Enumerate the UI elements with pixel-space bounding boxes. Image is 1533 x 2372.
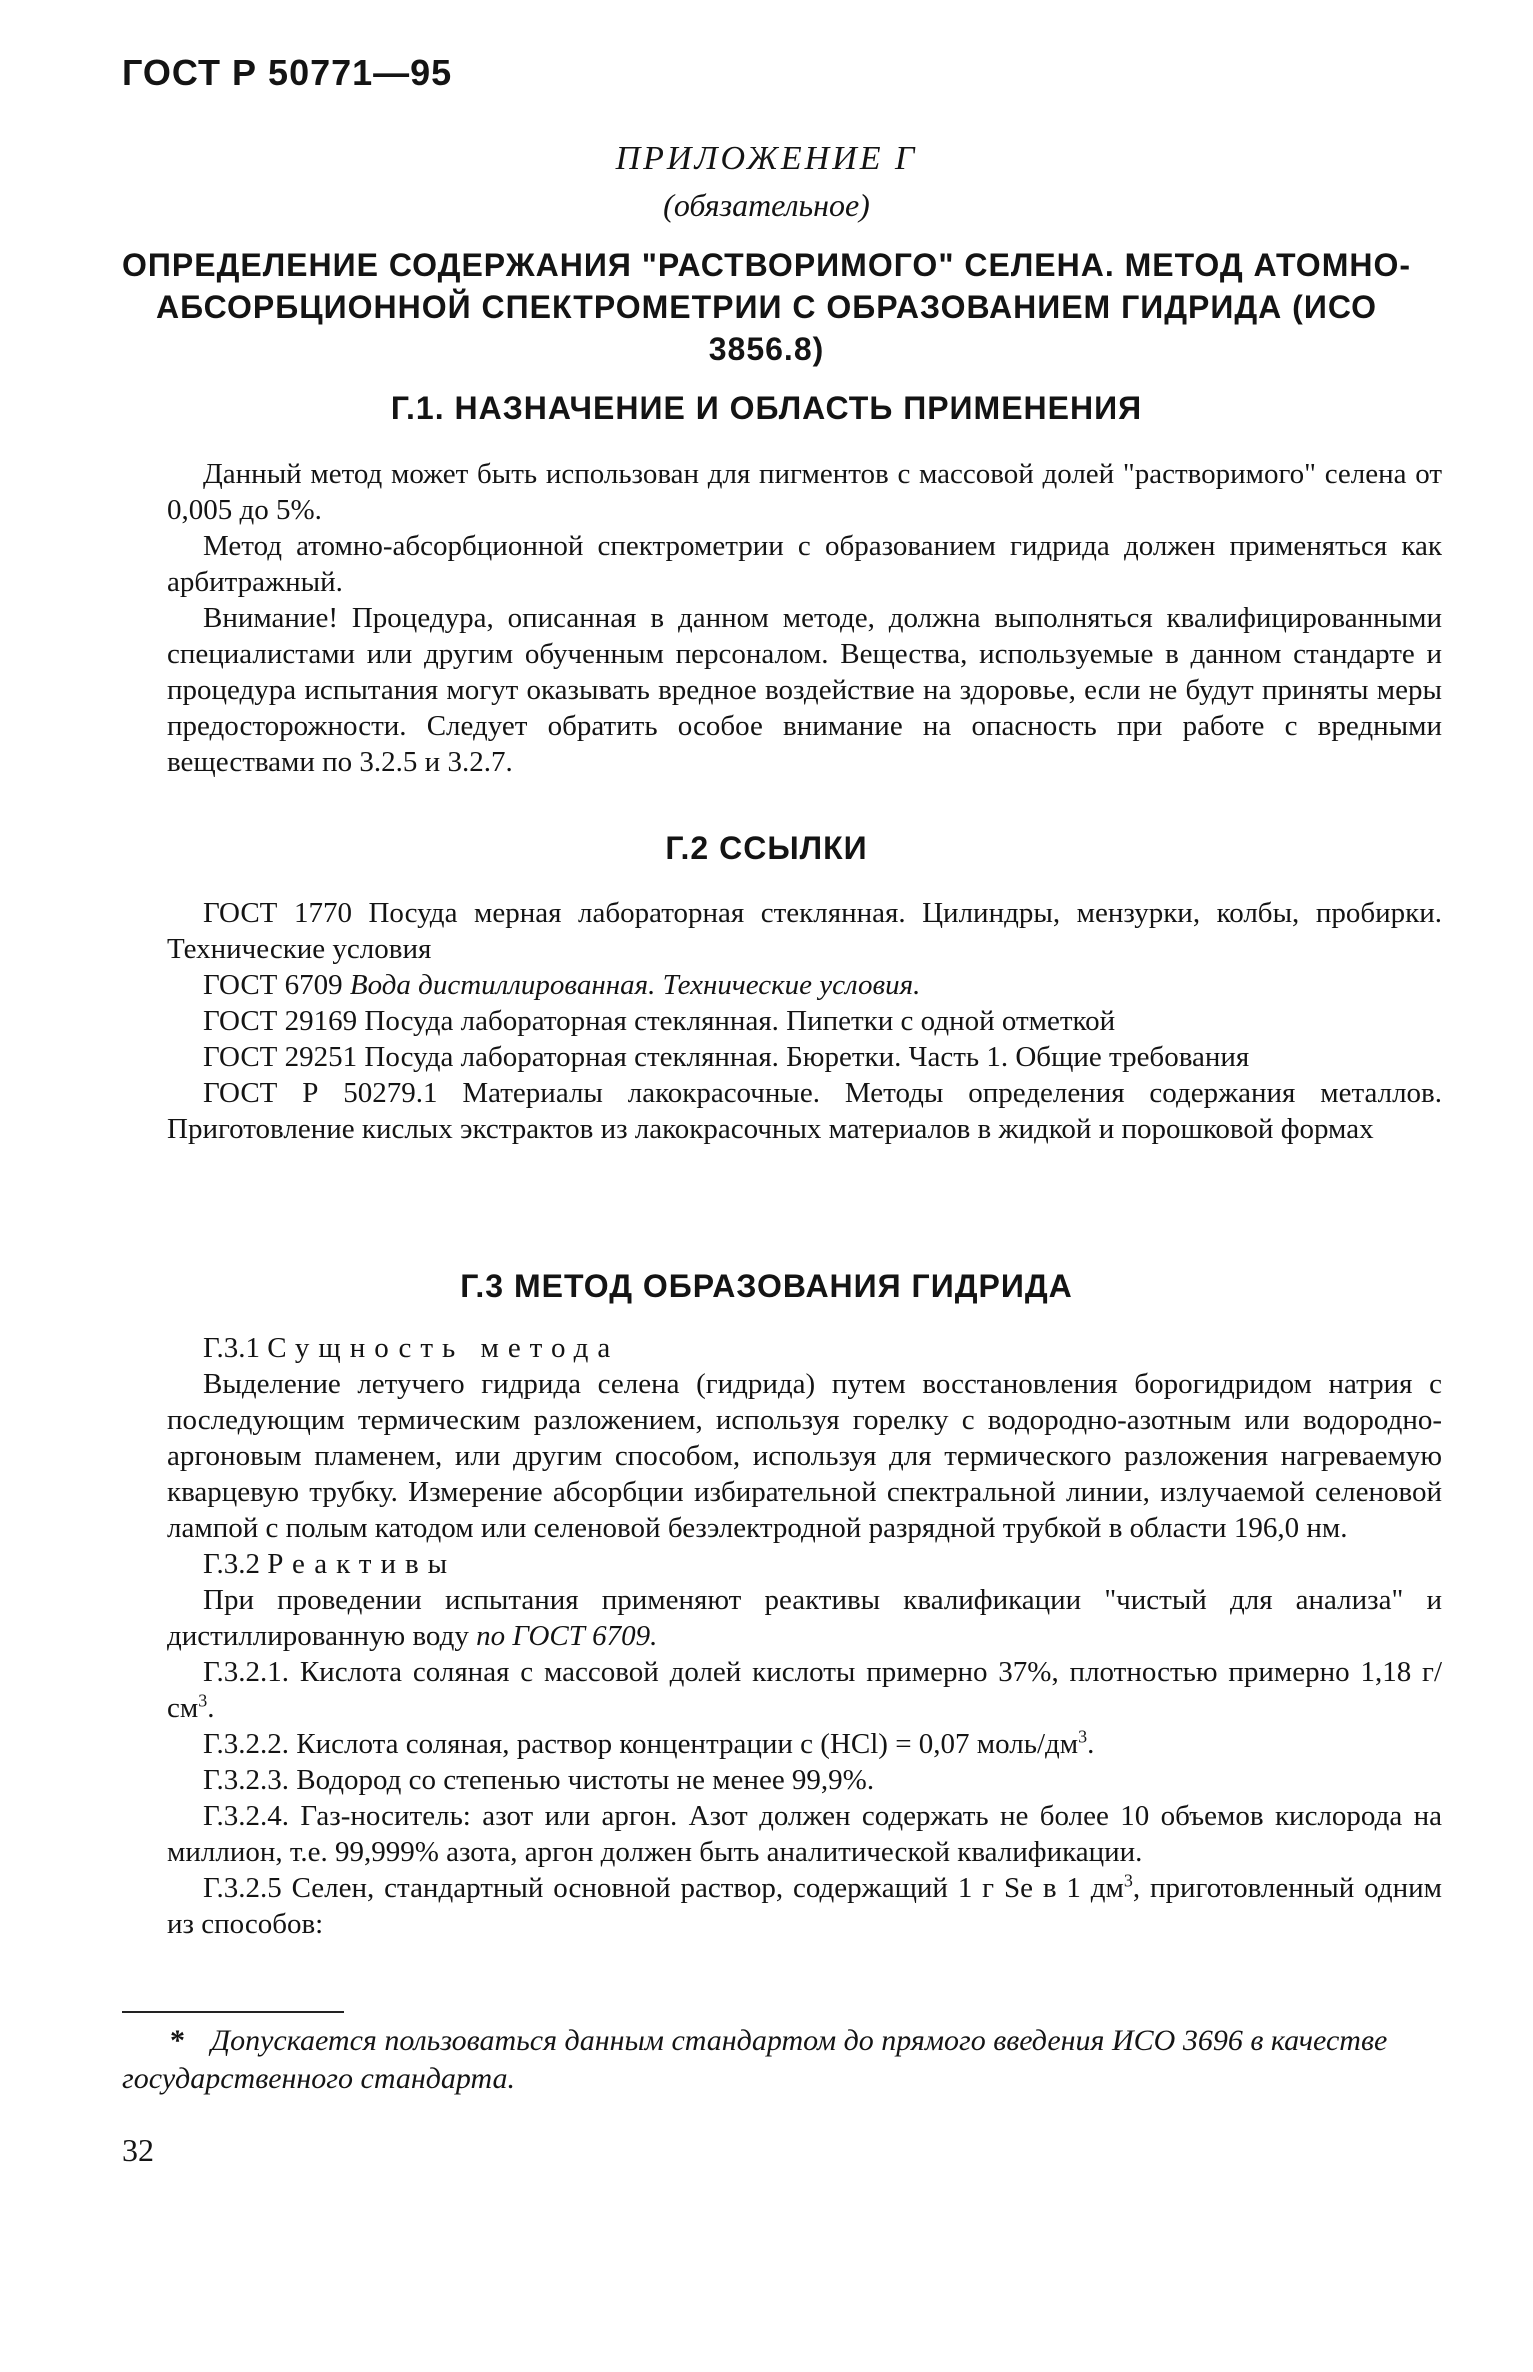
appendix-label: ПРИЛОЖЕНИЕ Г <box>615 140 918 177</box>
item-g3-2-4: Г.3.2.4. Газ-носитель: азот или аргон. Азот должен содержать не более 10 объемов кислорода на миллион, т.е. 99,999% азота, аргон должен быть аналитической квалификации. <box>167 1800 1442 1868</box>
item-g3-2-5-superscript: 3 <box>1123 1870 1133 1891</box>
section-g1-body <box>167 456 1442 780</box>
subsection-g3-1-title: Сущность метода <box>267 1332 620 1364</box>
g1-paragraph-warning: Внимание! Процедура, описанная в данном методе, должна выполняться квалифицированными специалистами или другим обученным персоналом. Вещества, используемые в данном стандарте и процедура испытания могут оказывать вредное воздействие на здоровье, если не будут приняты меры предосторожности. Следует обратить особое внимание на опасность при работе с вредными веществами по 3.2.5 и 3.2.7. <box>167 602 1442 778</box>
footnote <box>122 2022 1442 2098</box>
document-number: ГОСТ Р 50771—95 <box>122 52 453 93</box>
item-g3-2-2-end: . <box>1087 1728 1095 1760</box>
section-g1-heading: Г.1. НАЗНАЧЕНИЕ И ОБЛАСТЬ ПРИМЕНЕНИЯ <box>390 390 1143 426</box>
item-g3-2-2-superscript: 3 <box>1078 1726 1088 1747</box>
reference-gost-6709-title: Вода дистиллированная. Технические условия. <box>349 969 921 1001</box>
item-g3-2-1-end: . <box>207 1692 215 1724</box>
subsection-g3-2-title: Реактивы <box>267 1548 457 1580</box>
item-g3-2-1 <box>167 1654 1442 1726</box>
page-number: 32 <box>122 2132 154 2168</box>
reference-gost-29251: ГОСТ 29251 Посуда лабораторная стеклянная. Бюретки. Часть 1. Общие требования <box>203 1041 1250 1073</box>
g3-1-paragraph: Выделение летучего гидрида селена (гидрида) путем восстановления борогидридом натрия с последующим термическим разложением, используя горелку с водородно-азотным или водородно-аргоновым пламенем, или другим способом, используя для термического разложения нагреваемую кварцевую трубку. Измерение абсорбции избирательной спектральной линии, излучаемой селеновой лампой с полым катодом или селеновой безэлектродной разрядной трубкой в области 196,0 нм. <box>167 1368 1442 1544</box>
reference-gost-6709 <box>167 967 1442 1003</box>
subsection-g3-2 <box>167 1546 1442 1582</box>
main-title: ОПРЕДЕЛЕНИЕ СОДЕРЖАНИЯ "РАСТВОРИМОГО" СЕЛЕНА. МЕТОД АТОМНО-АБСОРБЦИОННОЙ СПЕКТРОМЕТРИИ С ОБРАЗОВАНИЕМ ГИДРИДА (ИСО 3856.8) <box>122 247 1411 367</box>
item-g3-2-5-end: , приготовленный одним из способов: <box>167 1872 1442 1940</box>
footnote-text: Допускается пользоваться данным стандартом до прямого введения ИСО 3696 в качестве государственного стандарта. <box>122 2024 1388 2095</box>
item-g3-2-2 <box>167 1726 1442 1762</box>
subsection-g3-1-number: Г.3.1 <box>203 1332 268 1364</box>
reference-gost-50279: ГОСТ Р 50279.1 Материалы лакокрасочные. Методы определения содержания металлов. Приготовление кислых экстрактов из лакокрасочных материалов в жидкой и порошковой формах <box>167 1077 1442 1145</box>
item-g3-2-3: Г.3.2.3. Водород со степенью чистоты не менее 99,9%. <box>203 1764 875 1796</box>
item-g3-2-1-text: Г.3.2.1. Кислота соляная с массовой долей кислоты примерно 37%, плотностью примерно 1,18 г/см <box>167 1656 1442 1724</box>
reference-gost-1770: ГОСТ 1770 Посуда мерная лабораторная стеклянная. Цилиндры, мензурки, колбы, пробирки. Технические условия <box>167 897 1442 965</box>
subsection-g3-1 <box>167 1330 1442 1366</box>
item-g3-2-1-superscript: 3 <box>198 1690 208 1711</box>
reference-gost-6709-number: ГОСТ 6709 <box>203 969 350 1001</box>
appendix-status: (обязательное) <box>663 187 870 223</box>
section-g2-heading: Г.2 ССЫЛКИ <box>665 830 868 866</box>
footnote-divider <box>122 2011 344 2013</box>
g1-paragraph-scope: Данный метод может быть использован для пигментов с массовой долей "растворимого" селена от 0,005 до 5%. <box>167 458 1442 526</box>
section-g2-body <box>167 895 1442 1147</box>
item-g3-2-2-text: Г.3.2.2. Кислота соляная, раствор концентрации c (HCl) = 0,07 моль/дм <box>203 1728 1079 1760</box>
g3-2-text: При проведении испытания применяют реактивы квалификации "чистый для анализа" и дистиллированную воду <box>167 1584 1442 1652</box>
section-g3-body <box>167 1330 1442 1942</box>
section-g3-heading: Г.3 МЕТОД ОБРАЗОВАНИЯ ГИДРИДА <box>460 1268 1073 1304</box>
reference-gost-29169: ГОСТ 29169 Посуда лабораторная стеклянная. Пипетки с одной отметкой <box>203 1005 1116 1037</box>
footnote-mark: * <box>170 2024 185 2057</box>
subsection-g3-2-number: Г.3.2 <box>203 1548 268 1580</box>
item-g3-2-5-text: Г.3.2.5 Селен, стандартный основной раствор, содержащий 1 г Se в 1 дм <box>203 1872 1124 1904</box>
g3-2-paragraph <box>167 1582 1442 1654</box>
g3-2-reference: по ГОСТ 6709. <box>476 1620 658 1652</box>
g1-paragraph-arbitration: Метод атомно-абсорбционной спектрометрии с образованием гидрида должен применяться как арбитражный. <box>167 530 1442 598</box>
item-g3-2-5 <box>167 1870 1442 1942</box>
